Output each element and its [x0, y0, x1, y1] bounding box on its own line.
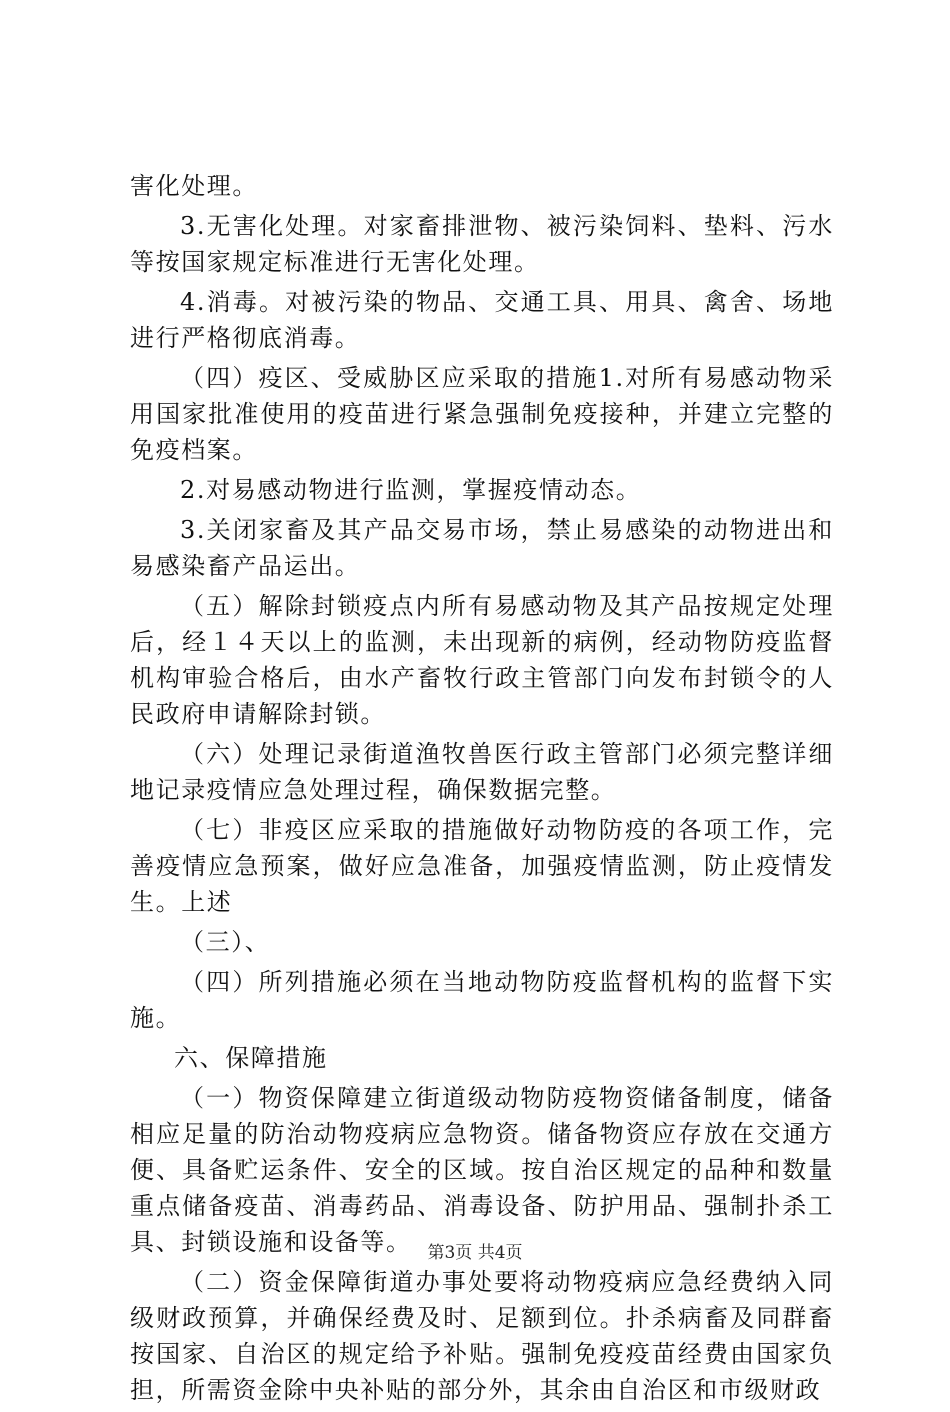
- paragraph-6: 3.关闭家畜及其产品交易市场，禁止易感染的动物进出和易感染畜产品运出。: [130, 516, 834, 580]
- paragraph-14: （二）资金保障街道办事处要将动物疫病应急经费纳入同级财政预算，并确保经费及时、足额到位。扑杀病畜及同群畜按国家、自治区的规定给予补贴。强制免疫疫苗经费由国家负担，所需资金除中央补贴的部分外，其余由自治区和市级财政: [130, 1268, 834, 1404]
- paragraph-8: （六）处理记录街道渔牧兽医行政主管部门必须完整详细地记录疫情应急处理过程，确保数据完整。: [130, 740, 834, 804]
- paragraph-4: （四）疫区、受威胁区应采取的措施1.对所有易感动物采用国家批准使用的疫苗进行紧急强制免疫接种，并建立完整的免疫档案。: [130, 364, 834, 464]
- paragraph-10: （三）、: [180, 928, 271, 956]
- document-body: [130, 168, 834, 1412]
- paragraph-11: （四）所列措施必须在当地动物防疫监督机构的监督下实施。: [130, 968, 834, 1032]
- paragraph-7: （五）解除封锁疫点内所有易感动物及其产品按规定处理后，经１４天以上的监测，未出现新的病例，经动物防疫监督机构审验合格后，由水产畜牧行政主管部门向发布封锁令的人民政府申请解除封锁。: [130, 592, 834, 728]
- page-number-footer: 第3页 共4页: [427, 1243, 523, 1263]
- paragraph-9: （七）非疫区应采取的措施做好动物防疫的各项工作，完善疫情应急预案，做好应急准备，加强疫情监测，防止疫情发生。上述: [130, 816, 834, 916]
- paragraph-1: 害化处理。: [130, 172, 258, 200]
- paragraph-13: （一）物资保障建立街道级动物防疫物资储备制度，储备相应足量的防治动物疫病应急物资。储备物资应存放在交通方便、具备贮运条件、安全的区域。按自治区规定的品种和数量重点储备疫苗、消毒药品、消毒设备、防护用品、强制扑杀工具、封锁设施和设备等。: [130, 1084, 834, 1256]
- paragraph-5: 2.对易感动物进行监测，掌握疫情动态。: [180, 476, 642, 504]
- section-heading: 六、保障措施: [174, 1044, 328, 1072]
- paragraph-2: 3.无害化处理。对家畜排泄物、被污染饲料、垫料、污水等按国家规定标准进行无害化处理。: [130, 212, 834, 276]
- paragraph-3: 4.消毒。对被污染的物品、交通工具、用具、禽舍、场地进行严格彻底消毒。: [130, 288, 834, 352]
